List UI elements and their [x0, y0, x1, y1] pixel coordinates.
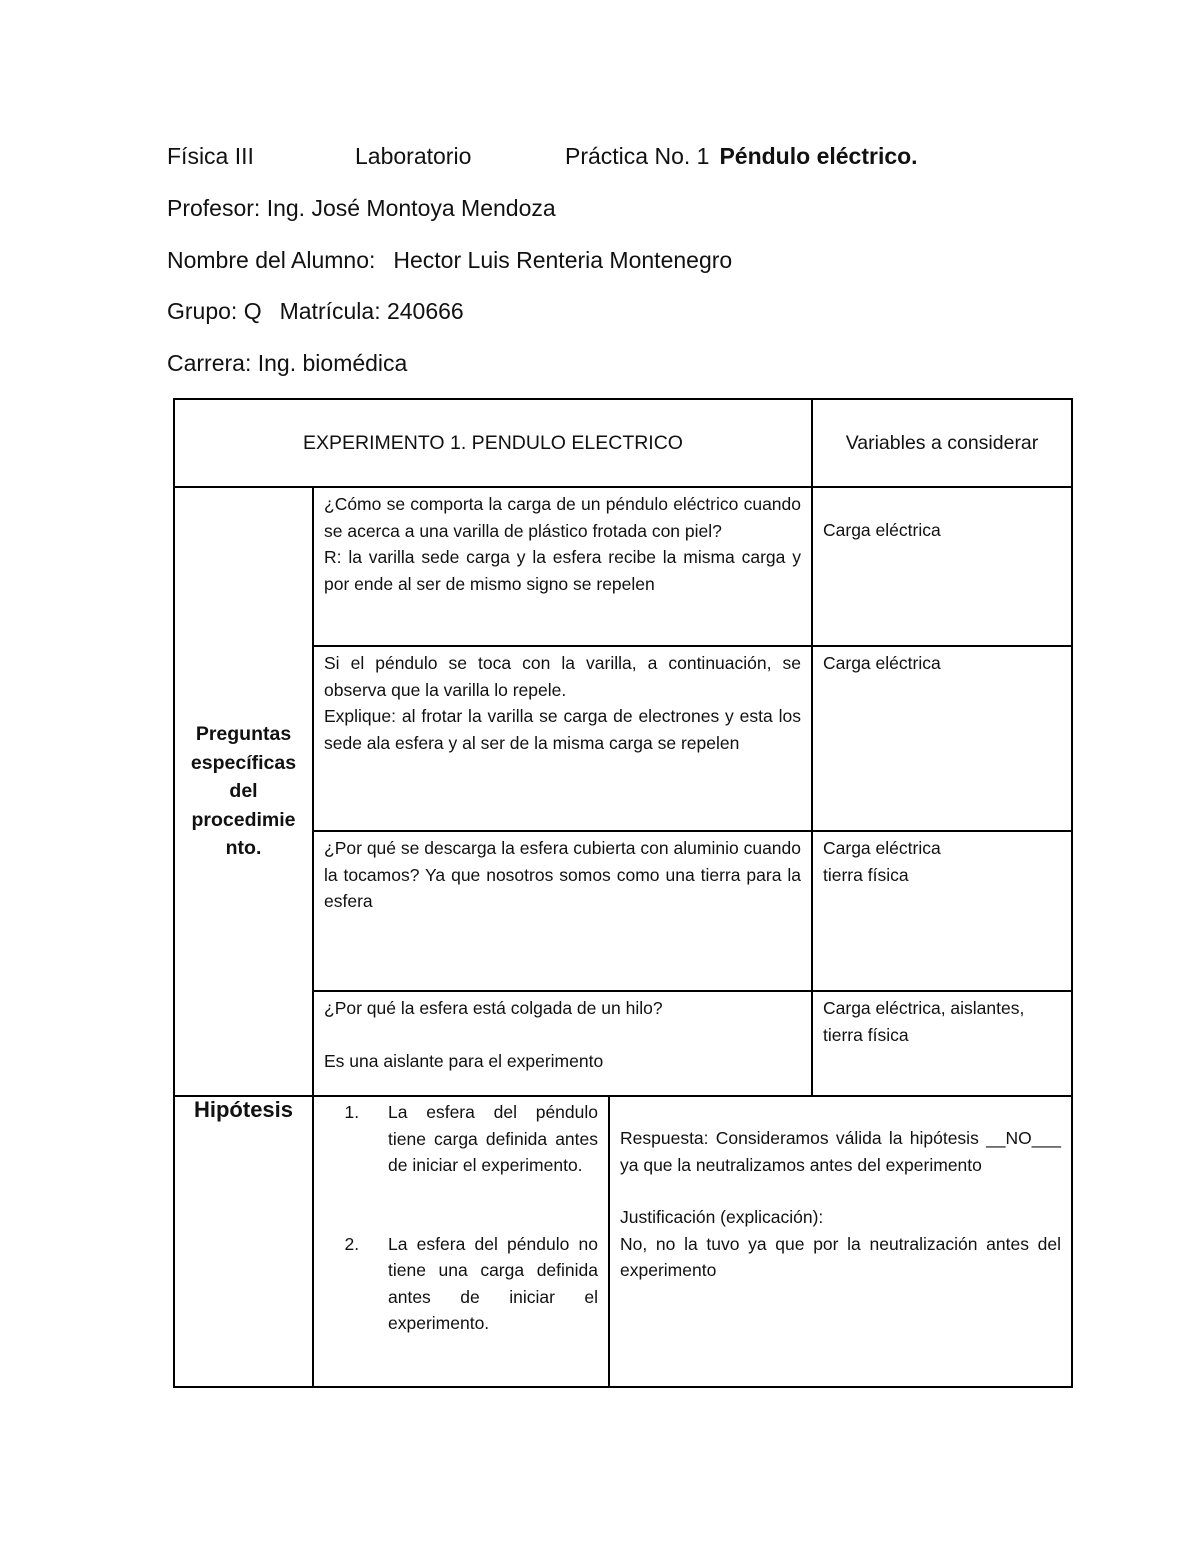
- practice-title: Péndulo eléctrico.: [719, 143, 918, 169]
- experiment-table: [173, 398, 1073, 1388]
- question-cell-3: [313, 831, 812, 991]
- question-2-explanation: Explique: al frotar la varilla se carga de electrones y esta los sede ala esfera y al ser de la misma carga se repelen: [324, 706, 801, 753]
- question-cell-1: [313, 487, 812, 646]
- career-line: Carrera: Ing. biomédica: [167, 350, 408, 376]
- question-4-answer: Es una aislante para el experimento: [324, 1050, 604, 1071]
- question-cell-4: [313, 991, 812, 1096]
- student-line: [167, 247, 732, 274]
- hypothesis-list-cell: [313, 1096, 609, 1387]
- hypothesis-label: Hipótesis: [174, 1096, 313, 1387]
- student-name: Hector Luis Renteria Montenegro: [393, 247, 733, 273]
- question-cell-2: [313, 646, 812, 831]
- variable-cell-3: [812, 831, 1072, 991]
- question-3-text: ¿Por qué se descarga la esfera cubierta con aluminio cuando la tocamos? Ya que nosotros somos como una tierra para la esfera: [324, 838, 801, 911]
- experiment-title: EXPERIMENTO 1. PENDULO ELECTRICO: [174, 399, 812, 487]
- hypothesis-list: [314, 1097, 608, 1337]
- variables-header: Variables a considerar: [812, 399, 1072, 487]
- variable-cell-4: [812, 991, 1072, 1096]
- variable-4b: tierra física: [823, 1024, 909, 1045]
- hypothesis-item-1: 1. La esfera del péndulo tiene carga definida antes de iniciar el experimento.: [364, 1099, 598, 1179]
- variable-2: Carga eléctrica: [823, 653, 941, 673]
- response-text: Respuesta: Consideramos válida la hipótesis __NO___ ya que la neutralizamos antes del experimento: [620, 1128, 1061, 1175]
- variable-3b: tierra física: [823, 864, 909, 885]
- student-label: Nombre del Alumno:: [167, 247, 376, 273]
- practice-label: Práctica No. 1: [565, 143, 710, 169]
- professor-line: Profesor: Ing. José Montoya Mendoza: [167, 195, 556, 221]
- response-cell: [609, 1096, 1072, 1387]
- variable-cell-2: [812, 646, 1072, 831]
- variable-cell-1: [812, 487, 1072, 646]
- group-line: [167, 298, 464, 325]
- hypothesis-row: [174, 1096, 1072, 1387]
- justification-label: Justificación (explicación):: [620, 1207, 824, 1227]
- questions-side-label: Preguntas específicas del procedimie nto.: [174, 487, 313, 1096]
- group-value: Grupo: Q: [167, 298, 262, 324]
- question-1-answer: R: la varilla sede carga y la esfera recibe la misma carga y por ende al ser de mismo signo se repelen: [324, 547, 801, 594]
- justification-text: No, no la tuvo ya que por la neutralización antes del experimento: [620, 1233, 1061, 1280]
- variable-1: Carga eléctrica: [823, 520, 941, 540]
- variable-3a: Carga eléctrica: [823, 838, 941, 858]
- variable-4a: Carga eléctrica, aislantes,: [823, 998, 1025, 1018]
- question-row-1: [174, 487, 1072, 646]
- course-name: Física III: [167, 143, 254, 169]
- enrollment-value: Matrícula: 240666: [279, 298, 464, 324]
- lab-label: Laboratorio: [355, 143, 472, 169]
- question-1-text: ¿Cómo se comporta la carga de un péndulo eléctrico cuando se acerca a una varilla de plástico frotada con piel?: [324, 494, 801, 541]
- hypothesis-item-2: 2. La esfera del péndulo no tiene una carga definida antes de iniciar el experimento.: [364, 1231, 598, 1337]
- table-header-row: [174, 399, 1072, 487]
- header-line-course: [167, 143, 918, 170]
- question-2-text: Si el péndulo se toca con la varilla, a continuación, se observa que la varilla lo repele.: [324, 653, 801, 700]
- question-4-text: ¿Por qué la esfera está colgada de un hilo?: [324, 998, 663, 1018]
